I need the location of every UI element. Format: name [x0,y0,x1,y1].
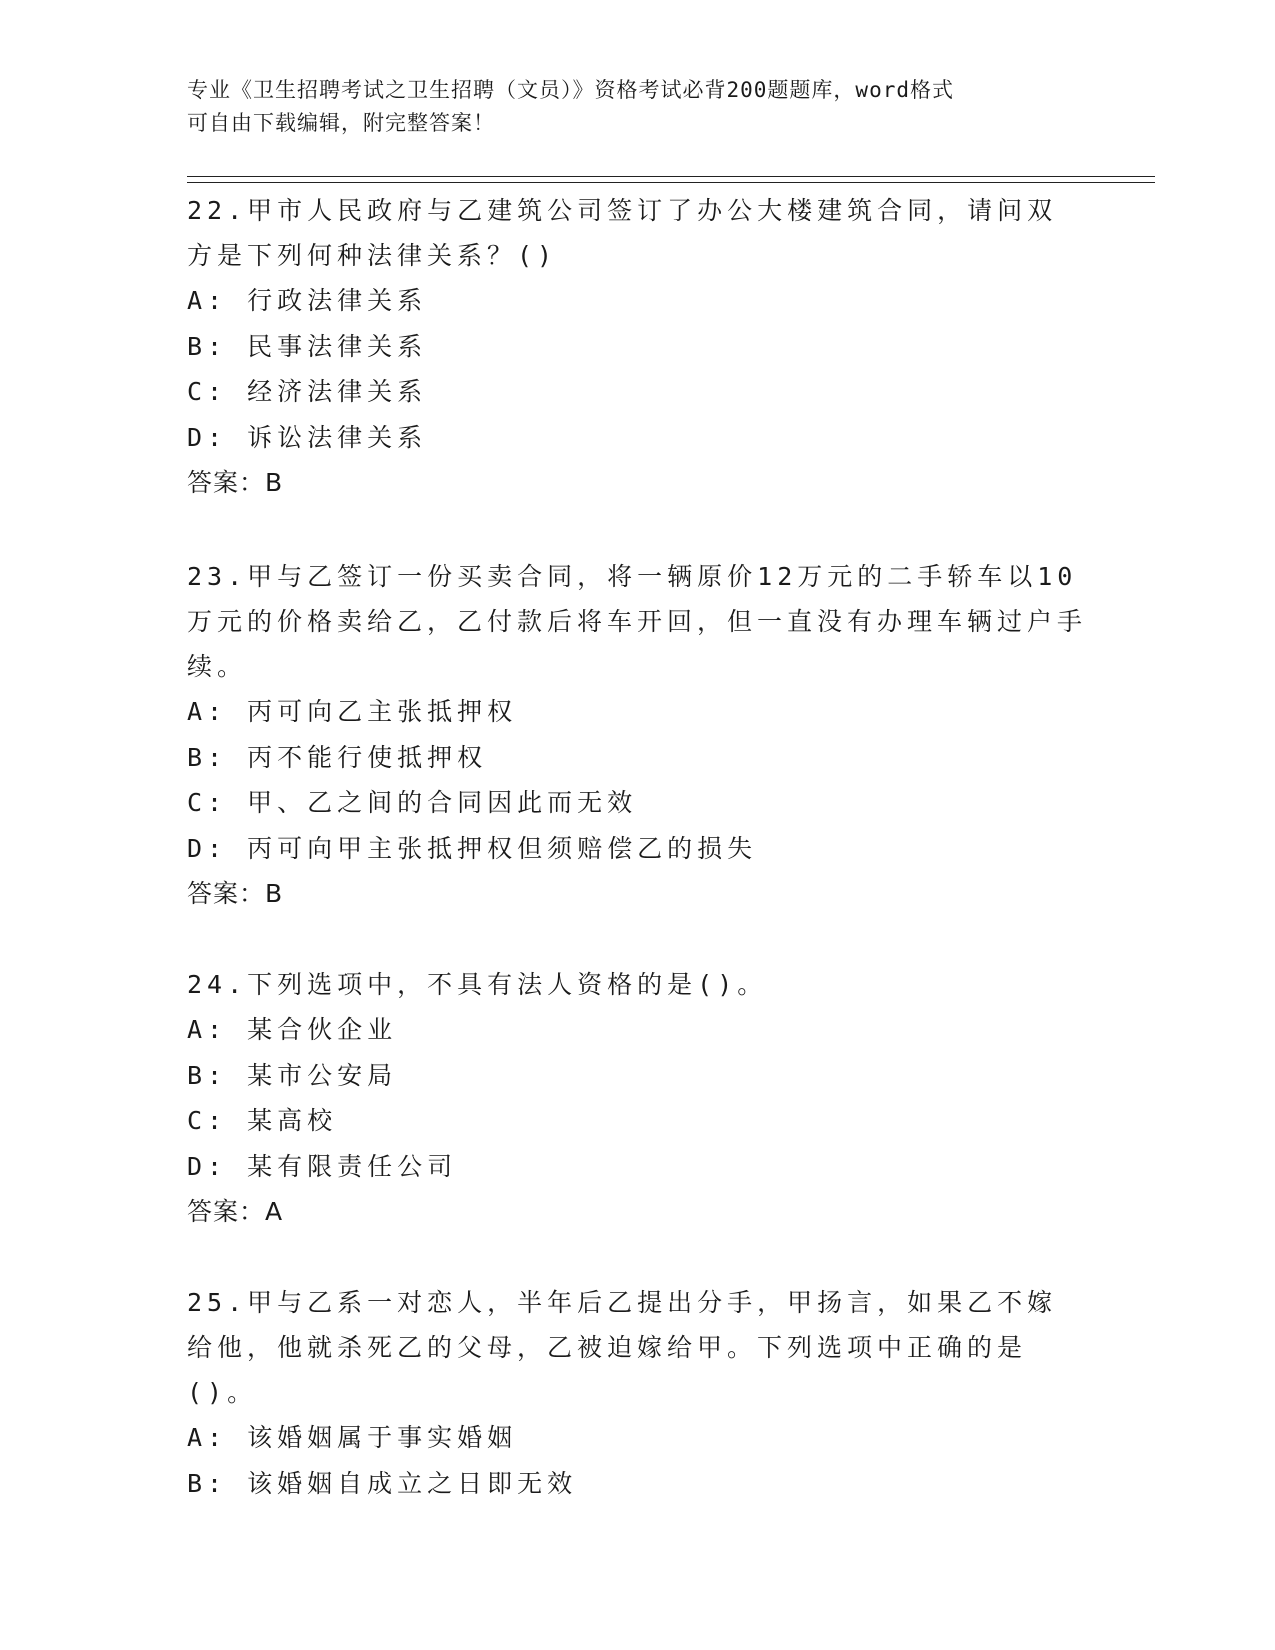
option-b: B: 该婚姻自成立之日即无效 [187,1468,578,1498]
option-d: D: 诉讼法律关系 [187,422,428,452]
answer: 答案：B [187,879,284,909]
question-stem: 23.甲与乙签订一份买卖合同，将一辆原价12万元的二手轿车以10万元的价格卖给乙，乙付款后将车开回，但一直没有办理车辆过户手续。 [187,562,1088,681]
question-stem: 22.甲市人民政府与乙建筑公司签订了办公大楼建筑合同，请问双方是下列何种法律关系？() [187,196,1058,270]
option-a: A: 该婚姻属于事实婚姻 [187,1423,518,1452]
option-a: A: 行政法律关系 [187,286,428,315]
question-22 [187,188,1087,505]
question-25 [187,1280,1087,1506]
option-c: C: 经济法律关系 [187,377,428,407]
option-d: D: 丙可向甲主张抵押权但须赔偿乙的损失 [187,833,758,863]
option-b: B: 某市公安局 [187,1060,398,1090]
option-a: A: 丙可向乙主张抵押权 [187,697,518,726]
header-line-1: 专业《卫生招聘考试之卫生招聘（文员）》资格考试必背200题题库，word格式 [187,78,954,102]
answer: 答案：A [187,1197,284,1227]
option-a: A: 某合伙企业 [187,1015,398,1044]
option-d: D: 某有限责任公司 [187,1151,458,1181]
answer: 答案：B [187,468,284,498]
question-stem: 24.下列选项中，不具有法人资格的是()。 [187,970,768,999]
question-23 [187,554,1087,916]
option-c: C: 甲、乙之间的合同因此而无效 [187,788,638,818]
option-b: B: 民事法律关系 [187,331,428,361]
header-divider-bottom [187,182,1155,183]
question-stem: 25.甲与乙系一对恋人，半年后乙提出分手，甲扬言，如果乙不嫁给他，他就杀死乙的父母，乙被迫嫁给甲。下列选项中正确的是()。 [187,1288,1058,1407]
option-b: B: 丙不能行使抵押权 [187,742,488,772]
document-header [187,74,1067,140]
header-line-2: 可自由下载编辑，附完整答案！ [187,111,495,135]
header-divider-top [187,176,1155,177]
question-24 [187,962,1087,1234]
option-c: C: 某高校 [187,1106,338,1136]
